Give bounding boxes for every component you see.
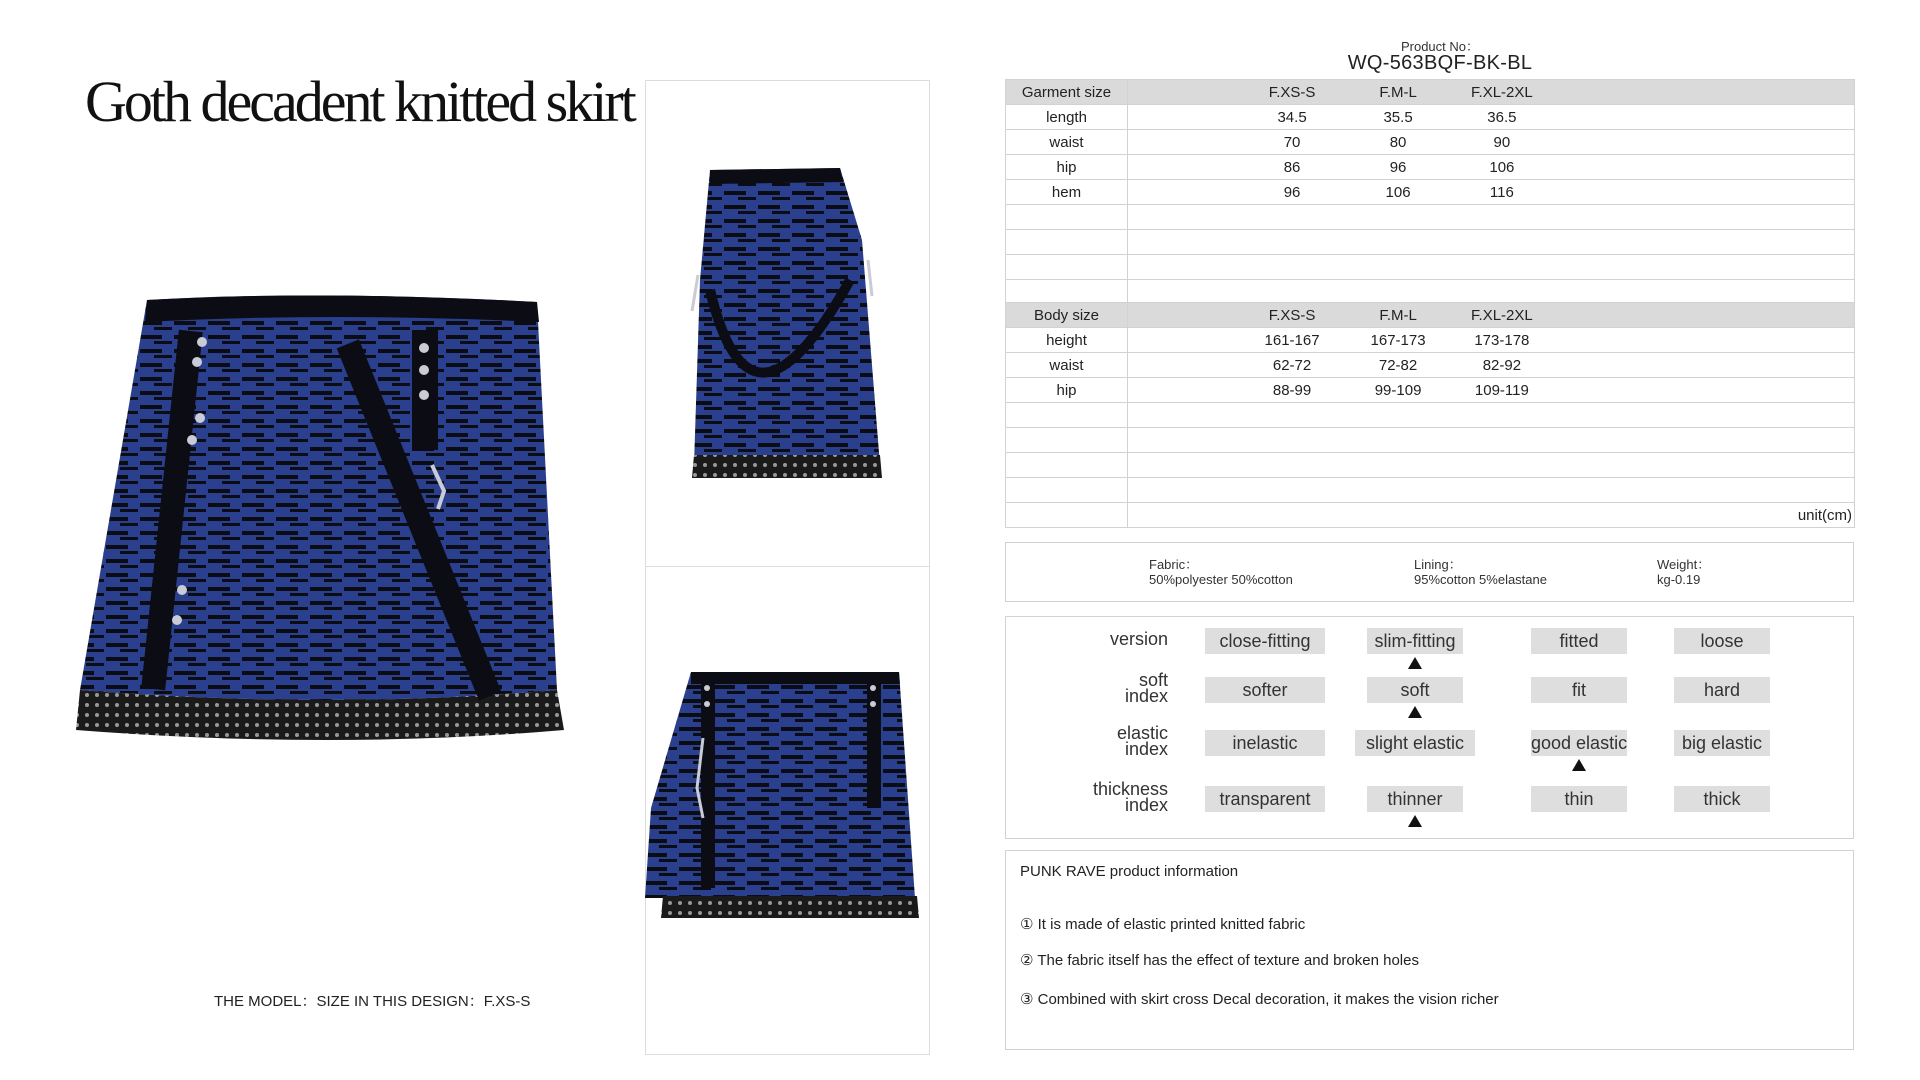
version-label — [1110, 631, 1168, 647]
soft-option: soft — [1367, 677, 1463, 703]
body-size-title: Body size — [1006, 303, 1128, 328]
back-view-image — [645, 668, 928, 930]
cell: 72-82 — [1378, 357, 1418, 374]
version-option: close-fitting — [1205, 628, 1325, 654]
garment-size-header — [1006, 80, 1855, 105]
soft-index-label — [1125, 672, 1168, 704]
cell: 116 — [1489, 184, 1514, 201]
cell: 82-92 — [1482, 357, 1522, 374]
cell: 70 — [1283, 134, 1301, 151]
elastic-option: big elastic — [1674, 730, 1770, 756]
soft-option: softer — [1205, 677, 1325, 703]
thickness-label-line2: index — [1124, 795, 1168, 815]
elastic-option: slight elastic — [1355, 730, 1475, 756]
cell: 173-178 — [1474, 332, 1530, 349]
table-row — [1006, 353, 1855, 378]
row-label: height — [1006, 328, 1128, 353]
soft-label-line1: soft — [1138, 670, 1168, 690]
cell: 167-173 — [1370, 332, 1426, 349]
version-option: slim-fitting — [1367, 628, 1463, 654]
elastic-index-label — [1117, 725, 1168, 757]
fabric-info-box — [1005, 542, 1854, 602]
soft-option: hard — [1674, 677, 1770, 703]
elastic-option: inelastic — [1205, 730, 1325, 756]
fabric-value: 50%polyester 50%cotton — [1149, 572, 1293, 587]
soft-label-line2: index — [1124, 686, 1168, 706]
cell: 88-99 — [1272, 382, 1312, 399]
empty-row — [1006, 205, 1855, 230]
product-number: WQ-563BQF-BK-BL — [1347, 52, 1533, 74]
table-row — [1006, 328, 1855, 353]
cell: 35.5 — [1383, 109, 1413, 126]
cell: 161-167 — [1264, 332, 1320, 349]
info-item: ① It is made of elastic printed knitted fabric — [1020, 916, 1306, 933]
thickness-label-line1: thickness — [1092, 779, 1168, 799]
row-label: hip — [1006, 378, 1128, 403]
lining-label: Lining： — [1414, 557, 1462, 572]
version-option: fitted — [1531, 628, 1627, 654]
cell: 106 — [1489, 159, 1515, 176]
version-option: loose — [1674, 628, 1770, 654]
unit-label: unit(cm) — [1797, 507, 1852, 524]
cell: 99-109 — [1374, 382, 1422, 399]
empty-row — [1006, 280, 1855, 305]
cell: 80 — [1389, 134, 1407, 151]
lining-value: 95%cotton 5%elastane — [1414, 572, 1547, 587]
thickness-option: thinner — [1367, 786, 1463, 812]
size-col-xs-s: F.XS-S — [1268, 307, 1316, 324]
elastic-option: good elastic — [1531, 730, 1627, 756]
size-col-xl-2xl: F.XL-2XL — [1471, 307, 1533, 324]
thickness-option: thin — [1531, 786, 1627, 812]
version-selected-marker — [1408, 657, 1422, 669]
product-title: Goth decadent knitted skirt — [85, 69, 634, 134]
empty-row — [1006, 428, 1855, 453]
elastic-selected-marker — [1572, 759, 1586, 771]
cell: 86 — [1283, 159, 1301, 176]
cell: 90 — [1493, 134, 1511, 151]
cell: 34.5 — [1277, 109, 1307, 126]
row-label: waist — [1006, 130, 1128, 155]
version-label-text: version — [1109, 629, 1168, 649]
size-col-m-l: F.M-L — [1379, 307, 1417, 324]
attribute-grid — [1005, 616, 1854, 839]
garment-size-title: Garment size — [1006, 80, 1128, 105]
table-row — [1006, 180, 1855, 205]
cell: 106 — [1385, 184, 1411, 201]
elastic-label-line1: elastic — [1116, 723, 1168, 743]
body-size-table — [1005, 302, 1855, 528]
empty-row — [1006, 478, 1855, 503]
elastic-label-line2: index — [1124, 739, 1168, 759]
soft-option: fit — [1531, 677, 1627, 703]
empty-row — [1006, 453, 1855, 478]
empty-row — [1006, 255, 1855, 280]
size-col-m-l: F.M-L — [1379, 84, 1417, 101]
body-size-header — [1006, 303, 1855, 328]
side-view-image — [690, 160, 890, 480]
thickness-option: transparent — [1205, 786, 1325, 812]
cell: 109-119 — [1474, 382, 1529, 399]
table-row — [1006, 155, 1855, 180]
info-title: PUNK RAVE product information — [1020, 863, 1239, 880]
unit-row — [1006, 503, 1855, 528]
thickness-option: thick — [1674, 786, 1770, 812]
table-row — [1006, 130, 1855, 155]
cell: 36.5 — [1487, 109, 1517, 126]
empty-row — [1006, 230, 1855, 255]
cell: 96 — [1389, 159, 1407, 176]
weight-value: kg-0.19 — [1657, 572, 1701, 587]
garment-size-table — [1005, 79, 1855, 305]
row-label: length — [1006, 105, 1128, 130]
product-no-label: Product No： — [1400, 39, 1480, 54]
info-item: ③ Combined with skirt cross Decal decoration, it makes the vision richer — [1020, 991, 1499, 1008]
empty-row — [1006, 403, 1855, 428]
weight-label: Weight： — [1657, 557, 1711, 572]
main-product-image — [72, 290, 642, 850]
cell: 62-72 — [1272, 357, 1312, 374]
row-label: hem — [1006, 180, 1128, 205]
row-label: hip — [1006, 155, 1128, 180]
size-col-xl-2xl: F.XL-2XL — [1471, 84, 1533, 101]
thickness-index-label — [1093, 781, 1168, 813]
product-info-box — [1005, 850, 1854, 1050]
thickness-selected-marker — [1408, 815, 1422, 827]
table-row — [1006, 378, 1855, 403]
size-col-xs-s: F.XS-S — [1268, 84, 1316, 101]
model-size-note: THE MODEL：SIZE IN THIS DESIGN：F.XS-S — [214, 993, 531, 1010]
table-row — [1006, 105, 1855, 130]
fabric-label: Fabric： — [1149, 557, 1199, 572]
soft-selected-marker — [1408, 706, 1422, 718]
info-item: ② The fabric itself has the effect of texture and broken holes — [1020, 952, 1419, 969]
row-label: waist — [1006, 353, 1128, 378]
cell: 96 — [1283, 184, 1301, 201]
